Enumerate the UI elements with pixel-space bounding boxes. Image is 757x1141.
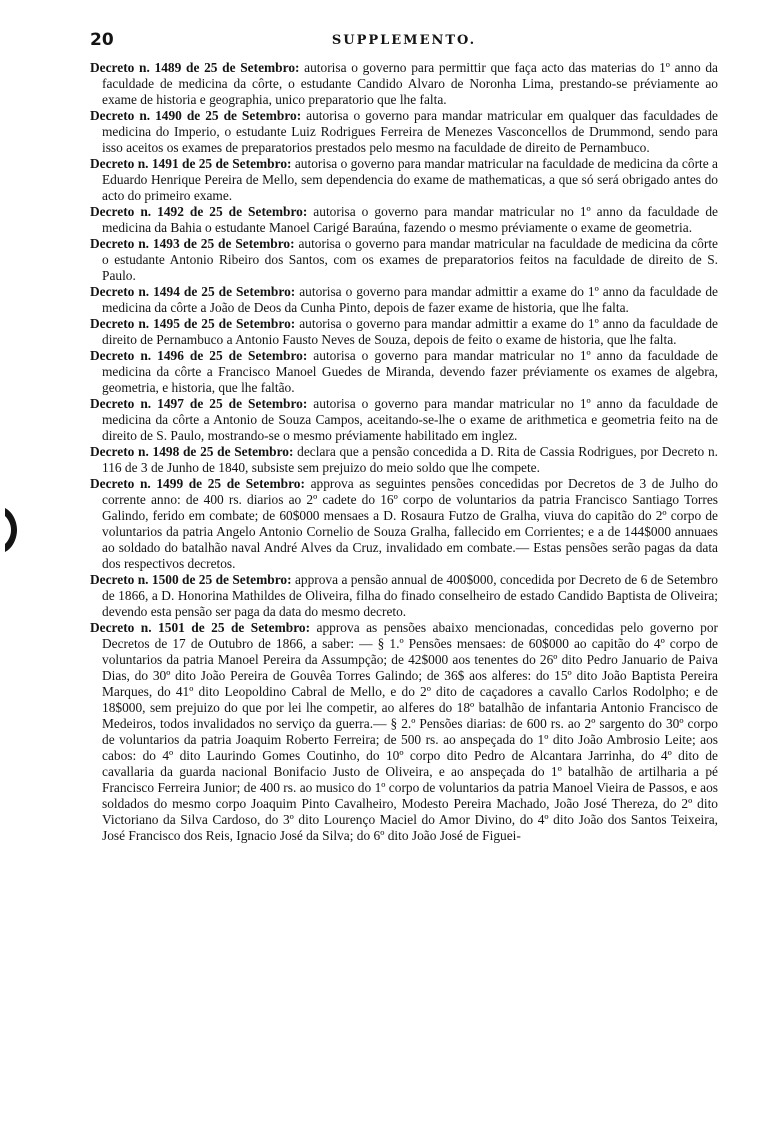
decree-entry bbox=[90, 236, 718, 284]
decree-text: autorisa o governo para mandar matricular em qualquer das faculdades de medicina do Imperio, o estudante Luiz Rodrigues Ferreira de Menezes Vasconcellos de Drummond, sendo para isso aceitos os exames de preparatorios prestados pelo mesmo na faculdade de direito de Pernambuco. bbox=[102, 108, 718, 155]
decree-heading: Decreto n. 1489 de 25 de Setembro: bbox=[90, 60, 300, 75]
decree-heading: Decreto n. 1494 de 25 de Setembro: bbox=[90, 284, 296, 299]
decree-heading: Decreto n. 1492 de 25 de Setembro: bbox=[90, 204, 308, 219]
decree-entry bbox=[90, 620, 718, 844]
decree-text: autorisa o governo para mandar admittir a exame do 1º anno da faculdade de direito de Pernambuco a Antonio Fausto Neves de Souza, depois de feito o exame de historia, que lhe falta. bbox=[102, 316, 718, 347]
decree-entry bbox=[90, 60, 718, 108]
decree-entry bbox=[90, 572, 718, 620]
decree-heading: Decreto n. 1501 de 25 de Setembro: bbox=[90, 620, 311, 635]
decree-heading: Decreto n. 1495 de 25 de Setembro: bbox=[90, 316, 296, 331]
page-number: 20 bbox=[90, 30, 114, 50]
decree-heading: Decreto n. 1496 de 25 de Setembro: bbox=[90, 348, 308, 363]
decree-entry bbox=[90, 348, 718, 396]
decree-heading: Decreto n. 1497 de 25 de Setembro: bbox=[90, 396, 308, 411]
decree-text: autorisa o governo para mandar admittir a exame do 1º anno da faculdade de medicina da côrte a João de Deos da Cunha Pinto, depois de fazer exame de historia, que lhe falta. bbox=[102, 284, 718, 315]
decree-text: approva as seguintes pensões concedidas por Decretos de 3 de Julho do corrente anno: de 400 rs. diarios ao 2º cadete do 16º corpo de voluntarios da patria Francisco Santiago Torres Galindo, ferido em combate; de 60$000 mensaes a D. Rosaura Futzo de Gralha, viuva do capitão do 2º corpo de voluntarios da patria Angelo Antonio Cornelio de Souza Gralha, fallecido em Corrientes; e a de 144$000 annuaes ao soldado do batalhão naval André Alves da Cruz, invalidado em combate.— Estas pensões serão pagas da data dos respectivos decretos. bbox=[102, 476, 718, 571]
decree-heading: Decreto n. 1500 de 25 de Setembro: bbox=[90, 572, 292, 587]
decree-text: autorisa o governo para mandar matricular no 1º anno da faculdade de medicina da Bahia o estudante Manoel Carigé Baraúna, fazendo o mesmo préviamente o exame de geometria. bbox=[102, 204, 718, 235]
decree-text: autorisa o governo para permittir que faça acto das materias do 1º anno da faculdade de medicina da côrte, o estudante Candido Alvaro de Noronha Lima, prestando-se préviamente ao exame de historia e geographia, unico preparatorio que lhe falta. bbox=[102, 60, 718, 107]
decree-list bbox=[90, 60, 718, 844]
book-page bbox=[90, 30, 718, 844]
decree-entry bbox=[90, 476, 718, 572]
decree-heading: Decreto n. 1490 de 25 de Setembro: bbox=[90, 108, 302, 123]
decree-text: autorisa o governo para mandar matricular no 1º anno da faculdade de medicina da côrte a Francisco Manoel Guedes de Miranda, devendo fazer préviamente os exames de algebra, geometria, e historia, que lhe faltão. bbox=[102, 348, 718, 395]
page-edge-mark bbox=[2, 506, 20, 554]
decree-heading: Decreto n. 1498 de 25 de Setembro: bbox=[90, 444, 294, 459]
running-title: SUPPLEMENTO. bbox=[331, 33, 477, 48]
decree-text: approva as pensões abaixo mencionadas, concedidas pelo governo por Decretos de 17 de Outubro de 1866, a saber: — § 1.º Pensões mensaes: de 60$000 ao capitão do 4º corpo de voluntarios da patria Manoel Pereira da Assumpção; de 42$000 aos tenentes do 26º dito Pedro Januario de Paiva Dias, do 30º dito João Pereira de Gouvêa Torres Galindo; de 36$ aos alferes: do 15º dito João Baptista Pereira Marques, do 41º dito Leopoldino Cabral de Mello, e do 2º dito de caçadores a cavallo Carlos Rodolpho; e de 18$000, sem prejuizo do que por lei lhe competir, ao alferes do 18º batalhão de infantaria Antonio Francisco de Medeiros, todos invalidados no serviço da guerra.— § 2.º Pensões diarias: de 600 rs. ao 2º sargento do 30º corpo de voluntarios da patria Joaquim Roberto Ferreira; de 500 rs. ao anspeçada do 1º dito João Ambrosio Leite; aos cabos: do 4º dito Laurindo Gomes Coutinho, do 10º corpo dito Pedro de Alcantara Jarrinha, do 4º dito de cavallaria da guarda nacional Bonifacio Justo de Oliveira, e ao anspeçada do 1º batalhão de artilharia a pé Francisco Ferreira Junior; de 400 rs. ao musico do 1º corpo de voluntarios da patria Manoel Vieira de Passos, e aos soldados do mesmo corpo Joaquim Pinto Cavalheiro, Modesto Pereira Machado, João José Thereza, do 2º dito Victoriano da Silva Cardoso, do 3º dito Lourenço Maciel do Amor Divino, do 4º dito João dos Santos Teixeira, José Francisco dos Reis, Ignacio José da Silva; do 6º dito João José de Figuei- bbox=[102, 620, 718, 843]
decree-heading: Decreto n. 1491 de 25 de Setembro: bbox=[90, 156, 292, 171]
decree-text: autorisa o governo para mandar matricular na faculdade de medicina da côrte o estudante Antonio Ribeiro dos Santos, com os exames de preparatorios feitos na faculdade de direito de S. Paulo. bbox=[102, 236, 718, 283]
decree-text: declara que a pensão concedida a D. Rita de Cassia Rodrigues, por Decreto n. 116 de 3 de Junho de 1840, subsiste sem prejuizo do meio soldo que lhe compete. bbox=[102, 444, 718, 475]
decree-text: autorisa o governo para mandar matricular na faculdade de medicina da côrte a Eduardo Henrique Pereira de Mello, sem dependencia do exame de mathematicas, a que só será obrigado antes do acto do primeiro exame. bbox=[102, 156, 718, 203]
decree-entry bbox=[90, 444, 718, 476]
decree-entry bbox=[90, 204, 718, 236]
page-header bbox=[90, 30, 718, 56]
decree-heading: Decreto n. 1493 de 25 de Setembro: bbox=[90, 236, 295, 251]
decree-entry bbox=[90, 396, 718, 444]
decree-text: autorisa o governo para mandar matricular no 1º anno da faculdade de medicina da côrte a Antonio de Souza Campos, aceitando-se-lhe o exame de arithmetica e geometria feito na de direito de S. Paulo, mostrando-se o mesmo préviamente habilitado em inglez. bbox=[102, 396, 718, 443]
decree-text: approva a pensão annual de 400$000, concedida por Decreto de 6 de Setembro de 1866, a D. Honorina Mathildes de Oliveira, filha do finado conselheiro de estado Candido Baptista de Oliveira; devendo esta pensão ser paga da data do mesmo decreto. bbox=[102, 572, 718, 619]
decree-heading: Decreto n. 1499 de 25 de Setembro: bbox=[90, 476, 305, 491]
decree-entry bbox=[90, 284, 718, 316]
decree-entry bbox=[90, 316, 718, 348]
decree-entry bbox=[90, 156, 718, 204]
decree-entry bbox=[90, 108, 718, 156]
